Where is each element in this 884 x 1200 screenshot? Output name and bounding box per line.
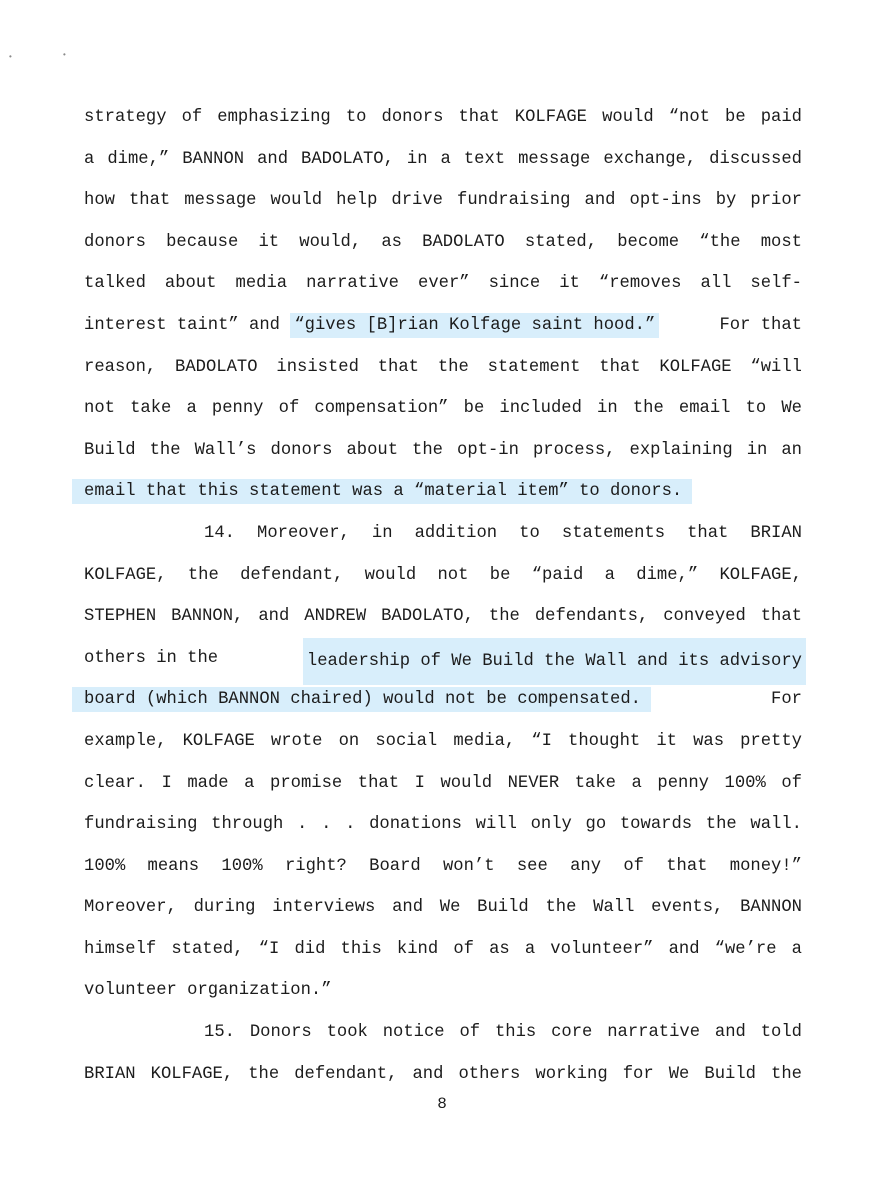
text-line (84, 471, 802, 513)
text-line: Build the Wall’s donors about the opt-in process, explaining in an (84, 440, 802, 460)
text-segment: others in the (84, 648, 219, 668)
text-line: volunteer organization.” (84, 981, 332, 1001)
body-text (84, 97, 802, 1095)
text-line: a dime,” BANNON and BADOLATO, in a text message exchange, discussed (84, 149, 802, 169)
highlighted-text: email that this statement was a “material item” to donors. (72, 479, 692, 504)
text-line: how that message would help drive fundraising and opt-ins by prior (84, 191, 802, 211)
text-line: STEPHEN BANNON, and ANDREW BADOLATO, the defendants, conveyed that (84, 607, 802, 627)
text-line: not take a penny of compensation” be included in the email to We (84, 399, 802, 419)
text-segment: interest taint” and (84, 315, 280, 335)
text-line (84, 679, 802, 721)
text-line: himself stated, “I did this kind of as a volunteer” and “we’re a (84, 939, 802, 959)
highlighted-text: leadership of We Build the Wall and its advisory (303, 638, 806, 686)
text-line: fundraising through . . . donations will only go towards the wall. (84, 815, 802, 835)
scan-speck: • (8, 53, 13, 62)
text-segment: For that (719, 315, 802, 335)
text-line: example, KOLFAGE wrote on social media, “I thought it was pretty (84, 731, 802, 751)
text-line: donors because it would, as BADOLATO stated, become “the most (84, 232, 802, 252)
scan-speck: • (62, 51, 67, 60)
text-line (84, 305, 802, 347)
paragraph-15-start: 15. Donors took notice of this core narrative and told (204, 1023, 802, 1043)
text-line: talked about media narrative ever” since it “removes all self- (84, 274, 802, 294)
text-line: 100% means 100% right? Board won’t see any of that money!” (84, 856, 802, 876)
text-line (84, 638, 802, 680)
text-line: BRIAN KOLFAGE, the defendant, and others working for We Build the (84, 1064, 802, 1084)
paragraph-14-start: 14. Moreover, in addition to statements that BRIAN (204, 523, 802, 543)
text-segment: For (771, 690, 802, 710)
highlighted-text: board (which BANNON chaired) would not be compensated. (72, 687, 651, 712)
text-line: strategy of emphasizing to donors that KOLFAGE would “not be paid (84, 108, 802, 127)
highlighted-text: “gives [B]rian Kolfage saint hood.” (290, 313, 659, 338)
page-number: 8 (437, 1095, 447, 1113)
text-line: KOLFAGE, the defendant, would not be “paid a dime,” KOLFAGE, (84, 565, 802, 585)
text-line: reason, BADOLATO insisted that the statement that KOLFAGE “will (84, 357, 802, 377)
text-line: Moreover, during interviews and We Build the Wall events, BANNON (84, 898, 802, 918)
text-line: clear. I made a promise that I would NEVER take a penny 100% of (84, 773, 802, 793)
